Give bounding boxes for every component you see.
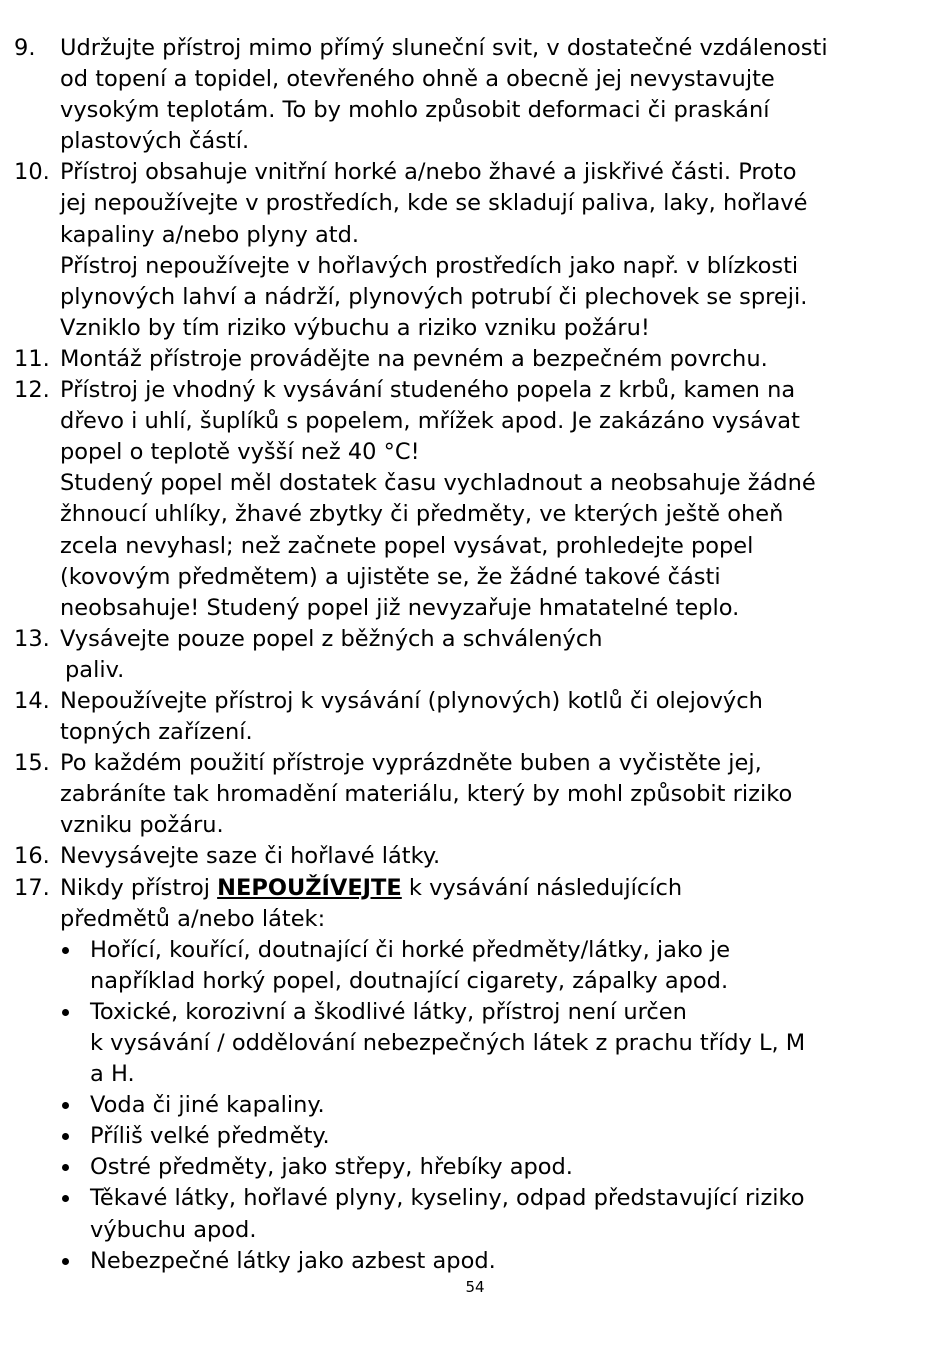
- item-text-line: vzniku požáru.: [60, 812, 224, 839]
- bullet-text-line: Těkavé látky, hořlavé plyny, kyseliny, odpad představující riziko: [90, 1185, 805, 1212]
- prohibited-materials-list: [60, 935, 950, 1277]
- item-number: 11.: [14, 345, 50, 372]
- instruction-item-9: [0, 33, 950, 157]
- item-number: 15.: [14, 750, 50, 777]
- item-text-line: předmětů a/nebo látek:: [60, 905, 326, 932]
- item-text-line: topných zařízení.: [60, 719, 253, 746]
- item-text-line: Montáž přístroje provádějte na pevném a bezpečném povrchu.: [60, 345, 768, 372]
- bullet-text-line: a H.: [90, 1061, 135, 1088]
- item-number: 17.: [14, 874, 50, 901]
- item-text-line: Nevysávejte saze či hořlavé látky.: [60, 843, 441, 870]
- bullet-item: [60, 1121, 950, 1152]
- bullet-text-line: výbuchu apod.: [90, 1216, 257, 1243]
- item-text-line: Přístroj obsahuje vnitřní horké a/nebo žhavé a jiskřivé části. Proto: [60, 159, 797, 186]
- item-text-line: neobsahuje! Studený popel již nevyzařuje hmatatelné teplo.: [60, 594, 740, 621]
- bullet-item: [60, 1246, 950, 1277]
- item-text-line: Vzniklo by tím riziko výbuchu a riziko vzniku požáru!: [60, 314, 650, 341]
- item-text-line: Přístroj je vhodný k vysávání studeného popela z krbů, kamen na: [60, 377, 796, 404]
- item-number: 12.: [14, 377, 50, 404]
- item-number: 13.: [14, 625, 50, 652]
- item-text-line: plynových lahví a nádrží, plynových potrubí či plechovek se spreji.: [60, 283, 808, 310]
- instruction-item-16: [0, 841, 950, 872]
- intro-suffix: k vysávání následujících: [401, 874, 683, 901]
- item-text-line: (kovovým předmětem) a ujistěte se, že žádné takové části: [60, 563, 721, 590]
- item-text-line: Vysávejte pouze popel z běžných a schválených: [60, 625, 603, 652]
- item-text-line: [60, 873, 950, 904]
- item-text-line: Nepoužívejte přístroj k vysávání (plynových) kotlů či olejových: [60, 687, 763, 714]
- bullet-text-line: Voda či jiné kapaliny.: [90, 1092, 325, 1119]
- item-text-line: dřevo i uhlí, šuplíků s popelem, mřížek apod. Je zakázáno vysávat: [60, 408, 800, 435]
- item-text-line: paliv.: [65, 656, 125, 683]
- item-text-line: Přístroj nepoužívejte v hořlavých prostředích jako např. v blízkosti: [60, 252, 799, 279]
- item-text-line: Studený popel měl dostatek času vychladnout a neobsahuje žádné: [60, 470, 816, 497]
- instruction-item-13: [0, 624, 950, 686]
- item-number: 10.: [14, 159, 50, 186]
- item-text-line: zabráníte tak hromadění materiálu, který by mohl způsobit riziko: [60, 781, 793, 808]
- item-text-line: žhnoucí uhlíky, žhavé zbytky či předměty, ve kterých ještě oheň: [60, 501, 784, 528]
- bullet-item: [60, 997, 950, 1090]
- item-text-line: vysokým teplotám. To by mohlo způsobit deformaci či praskání: [60, 97, 770, 124]
- item-number: 9.: [14, 35, 36, 61]
- item-text-line: zcela nevyhasl; než začnete popel vysávat, prohledejte popel: [60, 532, 754, 559]
- bullet-item: [60, 1152, 950, 1183]
- intro-prefix: Nikdy přístroj: [60, 874, 218, 901]
- instruction-item-11: [0, 344, 950, 375]
- item-number: 16.: [14, 843, 50, 870]
- page-number: 54: [465, 1278, 485, 1296]
- item-text-line: plastových částí.: [60, 128, 250, 155]
- bullet-text-line: k vysávání / oddělování nebezpečných látek z prachu třídy L, M: [90, 1030, 806, 1056]
- item-text-line: Udržujte přístroj mimo přímý sluneční svit, v dostatečné vzdálenosti: [60, 35, 828, 61]
- bullet-item: [60, 1090, 950, 1121]
- safety-instructions-list: [0, 33, 950, 1277]
- item-text-line: kapaliny a/nebo plyny atd.: [60, 221, 360, 248]
- bullet-text-line: Nebezpečné látky jako azbest apod.: [90, 1247, 496, 1274]
- bullet-item: [60, 1183, 950, 1245]
- item-text-line: Po každém použití přístroje vyprázdněte buben a vyčistěte jej,: [60, 750, 762, 777]
- item-text-line: jej nepoužívejte v prostředích, kde se skladují paliva, laky, hořlavé: [60, 190, 808, 217]
- bullet-text-line: například horký popel, doutnající cigarety, zápalky apod.: [90, 967, 729, 994]
- item-text-line: popel o teplotě vyšší než 40 °C!: [60, 439, 420, 466]
- instruction-item-17: [0, 873, 950, 1277]
- bullet-text-line: Ostré předměty, jako střepy, hřebíky apod.: [90, 1154, 573, 1181]
- bullet-text-line: Příliš velké předměty.: [90, 1123, 330, 1150]
- emphasis-warning: NEPOUŽÍVEJTE: [217, 874, 402, 901]
- instruction-item-10: [0, 157, 950, 344]
- bullet-text-line: Hořící, kouřící, doutnající či horké předměty/látky, jako je: [90, 936, 731, 963]
- instruction-item-14: [0, 686, 950, 748]
- bullet-text-line: Toxické, korozivní a škodlivé látky, přístroj není určen: [90, 998, 687, 1025]
- instruction-item-15: [0, 748, 950, 841]
- item-number: 14.: [14, 687, 50, 714]
- item-text-line: od topení a topidel, otevřeného ohně a obecně jej nevystavujte: [60, 66, 775, 93]
- bullet-item: [60, 935, 950, 997]
- instruction-item-12: [0, 375, 950, 624]
